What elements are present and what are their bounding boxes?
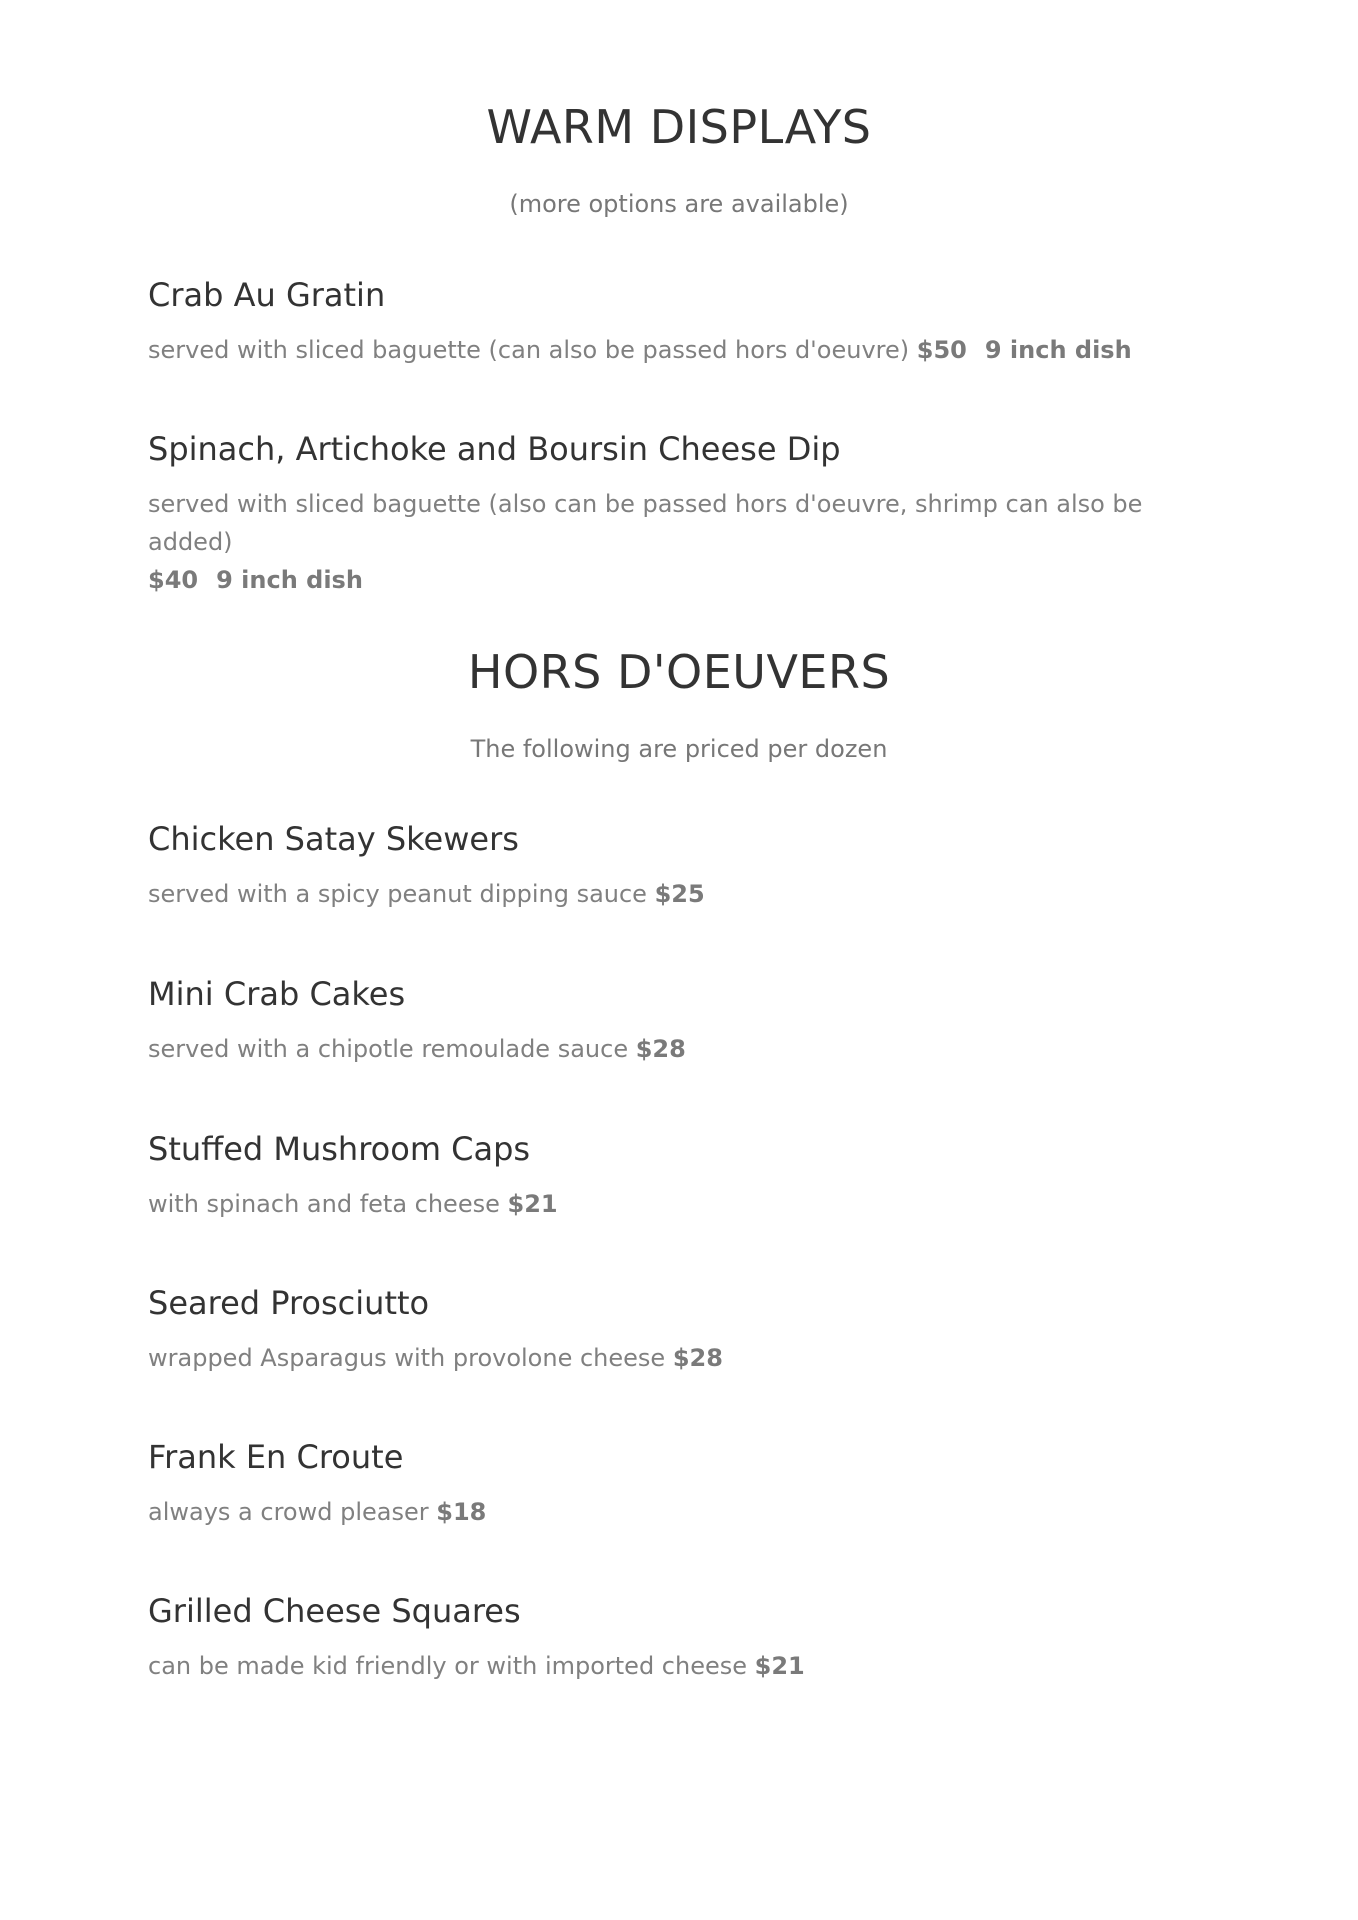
item-price: $40	[148, 566, 199, 595]
section-title-warm-displays: WARM DISPLAYS	[486, 100, 872, 154]
item-price: $28	[672, 1344, 723, 1373]
item-price: $25	[654, 880, 705, 909]
item-description-line	[148, 331, 1228, 369]
item-price: $21	[507, 1190, 558, 1219]
item-name: Stuffed Mushroom Caps	[148, 1130, 531, 1168]
menu-item	[148, 276, 1228, 369]
item-description-line	[148, 1493, 1228, 1531]
section-subtitle-hors-doeuvres: The following are priced per dozen	[470, 735, 888, 763]
item-price: $28	[635, 1035, 686, 1064]
menu-item	[148, 975, 1228, 1068]
item-description: served with sliced baguette (can also be passed hors d'oeuvre)	[148, 336, 910, 365]
item-name: Chicken Satay Skewers	[148, 820, 519, 858]
item-description: served with a chipotle remoulade sauce	[148, 1035, 629, 1064]
item-description-line	[148, 1185, 1228, 1223]
item-description-line	[148, 1030, 1228, 1068]
item-description: can be made kid friendly or with imported cheese	[148, 1652, 748, 1681]
section-subtitle-warm-displays: (more options are available)	[509, 190, 849, 218]
menu-item	[148, 1130, 1228, 1223]
item-size: 9 inch dish	[984, 336, 1132, 365]
item-size: 9 inch dish	[216, 566, 363, 595]
item-description: served with sliced baguette (also can be passed hors d'oeuvre, shrimp can also be added)	[148, 490, 1143, 557]
item-description: served with a spicy peanut dipping sauce	[148, 880, 647, 909]
item-description-line	[148, 1339, 1228, 1377]
item-name: Grilled Cheese Squares	[148, 1592, 521, 1630]
item-name: Frank En Croute	[148, 1438, 404, 1476]
item-name: Mini Crab Cakes	[148, 975, 406, 1013]
item-description: wrapped Asparagus with provolone cheese	[148, 1344, 666, 1373]
item-name: Spinach, Artichoke and Boursin Cheese Dip	[148, 430, 841, 468]
item-price: $21	[754, 1652, 805, 1681]
menu-item	[148, 430, 1228, 599]
item-price: $18	[436, 1498, 487, 1527]
menu-item	[148, 1284, 1228, 1377]
item-description-line	[148, 875, 1228, 913]
item-name: Seared Prosciutto	[148, 1284, 430, 1322]
item-description-line	[148, 1647, 1228, 1685]
menu-item	[148, 820, 1228, 913]
item-description: with spinach and feta cheese	[148, 1190, 500, 1219]
item-description-line	[148, 485, 1228, 599]
item-description: always a crowd pleaser	[148, 1498, 429, 1527]
item-name: Crab Au Gratin	[148, 276, 386, 314]
section-title-hors-doeuvres: HORS D'OEUVERS	[467, 645, 891, 699]
menu-item	[148, 1438, 1228, 1531]
menu-item	[148, 1592, 1228, 1685]
item-price: $50	[916, 336, 967, 365]
